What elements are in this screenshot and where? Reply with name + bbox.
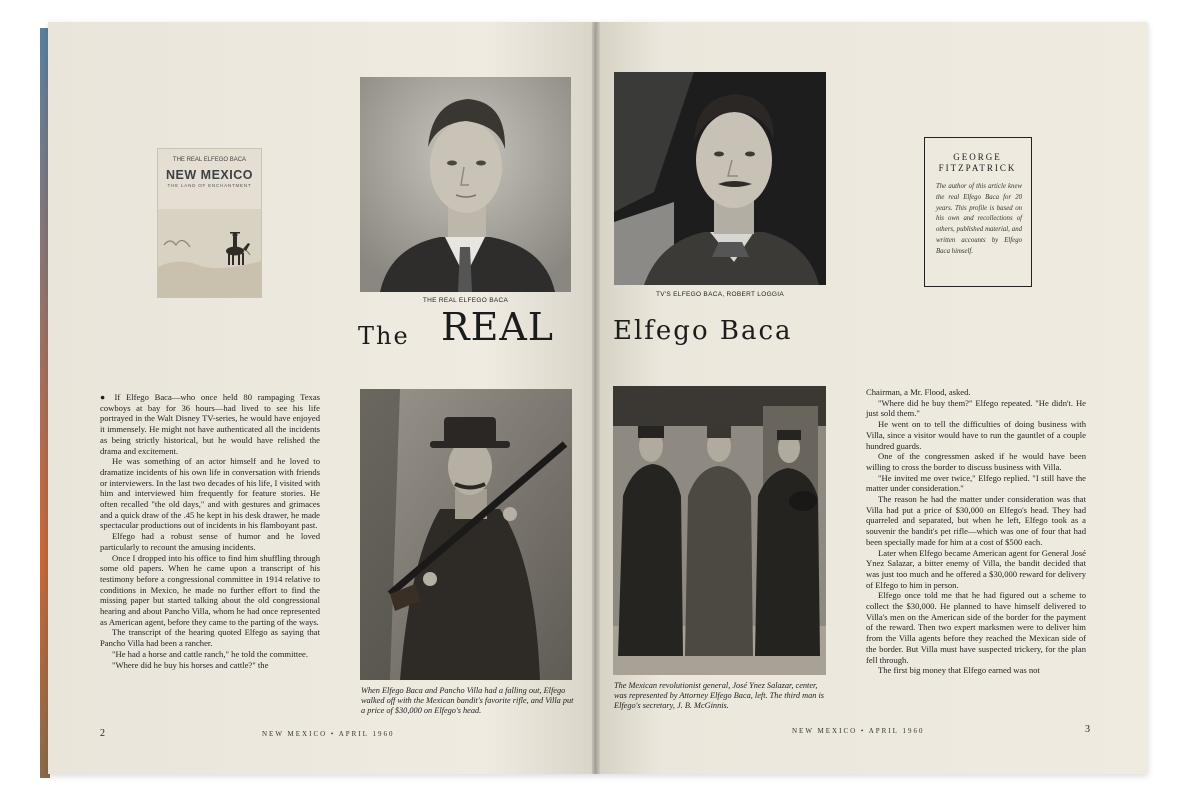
spine-gutter <box>592 22 600 774</box>
caption-villa-rifle: When Elfego Baca and Pancho Villa had a falling out, Elfego walked off with the Mexican bandit's favorite rifle, and Villa put a price of $30,000 on Elfego's head. <box>361 686 574 715</box>
right-paragraph: "Where did he buy them?" Elfego repeated. "He didn't. He just sold them." <box>866 397 1086 419</box>
right-paragraph: He went on to tell the difficulties of doing business with Villa, since a visitor would have to run the gauntlet of a couple hundred guards. <box>866 419 1086 451</box>
right-paragraph: "He invited me over twice," Elfego replied. "I still have the matter under consideration." <box>866 472 1086 494</box>
left-paragraph: The transcript of the hearing quoted Elfego as saying that Pancho Villa had been a rancher. <box>100 627 320 649</box>
photo-salazar-group <box>613 386 826 675</box>
right-page-number: 3 <box>1085 724 1090 735</box>
photo-baca-with-rifle <box>360 389 572 680</box>
magazine-cover-thumbnail <box>157 148 262 298</box>
left-page-number: 2 <box>100 728 105 739</box>
left-folio: NEW MEXICO • APRIL 1960 <box>262 730 395 738</box>
caption-real-baca: THE REAL ELFEGO BACA <box>422 297 509 304</box>
right-body-column <box>866 387 1086 676</box>
left-paragraph: "He had a horse and cattle ranch," he told the committee. <box>112 648 309 659</box>
caption-salazar: The Mexican revolutionist general, José Ynez Salazar, center, was represented by Attorney Elfego Baca, left. The third man is Elfego's secretary, J. B. McGinnis. <box>614 681 825 710</box>
author-name <box>925 152 1030 174</box>
photo-tv-elfego-baca <box>614 72 826 285</box>
headline-real: REAL <box>441 305 555 349</box>
left-paragraph: He was something of an actor himself and he loved to dramatize incidents of his own life in conversation with friends or interviewers. In the last two decades of his life, I visited with him and interviewed him frequently for feature stories. He often recalled "the old days," and with gestures and grimaces and a quick draw of the .45 he kept in his desk drawer, he made spectacular productions out of incidents in his flamboyant past. <box>100 456 320 531</box>
right-paragraph: Chairman, a Mr. Flood, asked. <box>866 387 971 397</box>
headline-elfego-baca: Elfego Baca <box>613 316 793 346</box>
left-body-column <box>100 392 320 670</box>
author-name-line1: GEORGE <box>953 152 1002 162</box>
headline-the: The <box>358 322 410 350</box>
cover-subtitle: THE LAND OF ENCHANTMENT <box>167 183 252 188</box>
caption-tv-baca: TV'S ELFEGO BACA, ROBERT LOGGIA <box>655 291 785 298</box>
left-paragraph: Elfego had a robust sense of humor and he loved particularly to recount the amusing incidents. <box>100 531 320 552</box>
left-paragraph: Once I dropped into his office to find him shuffling through some old papers. When he came upon a transcript of his testimony before a congressional committee in 1914 relative to conditions in Mexico, he made no further effort to find the missing paper but started talking about the old congressional hearing and about Pancho Villa, whom he had once represented as American agent, before they came to the parting of the ways. <box>100 552 320 627</box>
right-paragraph: Later when Elfego became American agent for General José Ynez Salazar, a bitter enemy of Villa, the bandit decided that was just too much and he offered a $30,000 reward for delivery of Elfego to him in person. <box>866 547 1086 590</box>
cover-rider-illustration <box>158 149 261 297</box>
cover-top-line: THE REAL ELFEGO BACA <box>172 157 247 163</box>
right-paragraph: One of the congressmen asked if he would have been willing to cross the border to discuss business with Villa. <box>866 451 1086 472</box>
author-box <box>924 137 1032 287</box>
photo-real-elfego-baca <box>360 77 571 292</box>
left-paragraph: ● If Elfego Baca—who once held 80 rampaging Texas cowboys at bay for 36 hours—had lived to see his life portrayed in the Walt Disney TV-series, he would have enjoyed it immensely. He might not have authenticated all the incidents as being strictly historical, but he would have relished the drama and excitement. <box>100 392 320 456</box>
cover-title: NEW MEXICO <box>166 168 253 182</box>
right-folio: NEW MEXICO • APRIL 1960 <box>792 727 925 735</box>
author-name-line2: FITZPATRICK <box>938 163 1017 173</box>
left-paragraph: "Where did he buy his horses and cattle?" the <box>112 659 269 670</box>
right-paragraph: Elfego once told me that he had figured out a scheme to collect the $30,000. He planned to have himself delivered to Villa's men on the American side of the border for the payment of the reward. Then two expert marksmen were to deliver him from the Villa agents before they reached the Mexican side of the border. But Villa must have suspected trickery, for the plan fell through. <box>866 590 1086 665</box>
right-paragraph: The reason he had the matter under consideration was that Villa had put a price of $30,000 on Elfego's head. They had quarreled and separated, but when he left, Elfego took as a souvenir the bandit's pet rifle—which was one of four that had been specially made for him at a cost of $500 each. <box>866 494 1086 547</box>
author-note: The author of this article knew the real Elfego Baca for 20 years. This profile is based on his own and recollections of others, published material, and written accounts by Elfego Baca himself. <box>936 183 1022 255</box>
right-paragraph: The first big money that Elfego earned was not <box>878 665 1040 676</box>
